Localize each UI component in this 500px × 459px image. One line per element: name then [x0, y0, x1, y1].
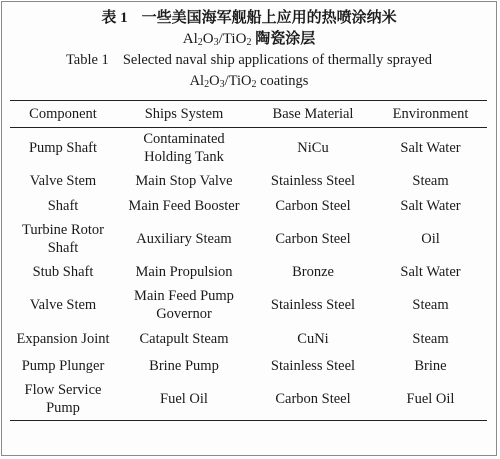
- caption-en-subtitle: [2, 71, 496, 92]
- formula-part: O: [202, 31, 214, 47]
- cell-environment: Salt Water: [400, 140, 461, 157]
- cell-base-material: Stainless Steel: [270, 173, 356, 189]
- cell-component: Shaft: [47, 198, 79, 214]
- formula-part: Al: [189, 73, 205, 89]
- cell-environment: Steam: [412, 331, 449, 347]
- formula-cn: [183, 31, 252, 47]
- formula-part: Al: [182, 31, 198, 47]
- formula-part: /TiO: [224, 73, 252, 89]
- caption-cn-label: 表 1: [101, 10, 128, 26]
- caption-cn-text: 一些美国海军舰船上应用的热喷涂纳米: [141, 10, 397, 26]
- cell-environment: Fuel Oil: [374, 379, 487, 421]
- caption-en-text: Selected naval ship applications of thermally sprayed: [122, 52, 433, 68]
- cell-component: Valve Stem: [29, 173, 97, 189]
- cell-component: Pump Shaft: [28, 140, 98, 157]
- header-environment: Environment: [374, 101, 487, 128]
- cell-environment: Steam: [412, 173, 449, 189]
- formula-sub: 2: [197, 37, 203, 48]
- caption-cn-suffix: 陶瓷涂层: [255, 31, 316, 47]
- header-ships-system: Ships System: [116, 101, 252, 128]
- caption-en-label: Table 1: [65, 52, 109, 68]
- applications-table: [10, 100, 487, 421]
- formula-part: /TiO: [218, 31, 247, 47]
- cell-base-material: NiCu: [297, 140, 329, 157]
- formula-sub: 3: [213, 37, 219, 48]
- cell-ships-system: Auxiliary Steam: [136, 231, 232, 247]
- cell-ships-system: Fuel Oil: [116, 379, 252, 421]
- cell-environment: Steam: [412, 297, 449, 313]
- cell-environment: Salt Water: [400, 264, 461, 280]
- table-row: [10, 353, 487, 379]
- cell-ships-system: Main Propulsion: [135, 264, 233, 280]
- table-row: [10, 260, 487, 285]
- formula-sub: 2: [246, 37, 252, 48]
- cell-environment: Salt Water: [400, 198, 461, 214]
- cell-component: Expansion Joint: [16, 331, 110, 347]
- cell-ships-system: Main Stop Valve: [135, 173, 233, 189]
- cell-base-material: Carbon Steel: [275, 231, 351, 247]
- formula-part: O: [209, 73, 220, 89]
- cell-component: Pump Plunger: [21, 357, 105, 374]
- cell-base-material: CuNi: [297, 331, 329, 347]
- cell-component: Flow Service Pump: [10, 379, 116, 421]
- cell-environment: Oil: [421, 231, 440, 247]
- cell-base-material: Bronze: [292, 264, 334, 280]
- table-row: [10, 128, 487, 169]
- header-component: Component: [10, 101, 116, 128]
- cell-environment: Brine: [414, 357, 447, 374]
- table-row: [10, 379, 487, 421]
- table-row: [10, 285, 487, 326]
- cell-base-material: Carbon Steel: [275, 198, 351, 214]
- cell-ships-system: Catapult Steam: [139, 331, 229, 347]
- table-row: [10, 194, 487, 219]
- caption-cn-subtitle: [2, 29, 496, 50]
- cell-ships-system: Contaminated Holding Tank: [143, 131, 225, 166]
- cell-component: Turbine Rotor Shaft: [21, 222, 105, 256]
- caption-en-suffix: coatings: [256, 73, 309, 89]
- caption-en-title: [2, 50, 496, 71]
- cell-base-material: Carbon Steel: [252, 379, 374, 421]
- cell-ships-system: Main Feed Pump Governor: [134, 288, 234, 322]
- formula-sub: 3: [219, 79, 225, 90]
- formula-sub: 2: [251, 79, 257, 90]
- table-row: [10, 219, 487, 260]
- cell-ships-system: Main Feed Booster: [128, 198, 240, 214]
- table-row: [10, 326, 487, 353]
- header-base-material: Base Material: [252, 101, 374, 128]
- table-header-row: [10, 101, 487, 128]
- cell-component: Valve Stem: [29, 297, 97, 313]
- caption-cn-title: [2, 8, 496, 29]
- table-row: [10, 169, 487, 194]
- cell-base-material: Stainless Steel: [270, 357, 356, 374]
- formula-sub: 2: [204, 79, 210, 90]
- cell-ships-system: Brine Pump: [149, 357, 219, 374]
- cell-component: Stub Shaft: [32, 264, 94, 280]
- cell-base-material: Stainless Steel: [270, 297, 356, 313]
